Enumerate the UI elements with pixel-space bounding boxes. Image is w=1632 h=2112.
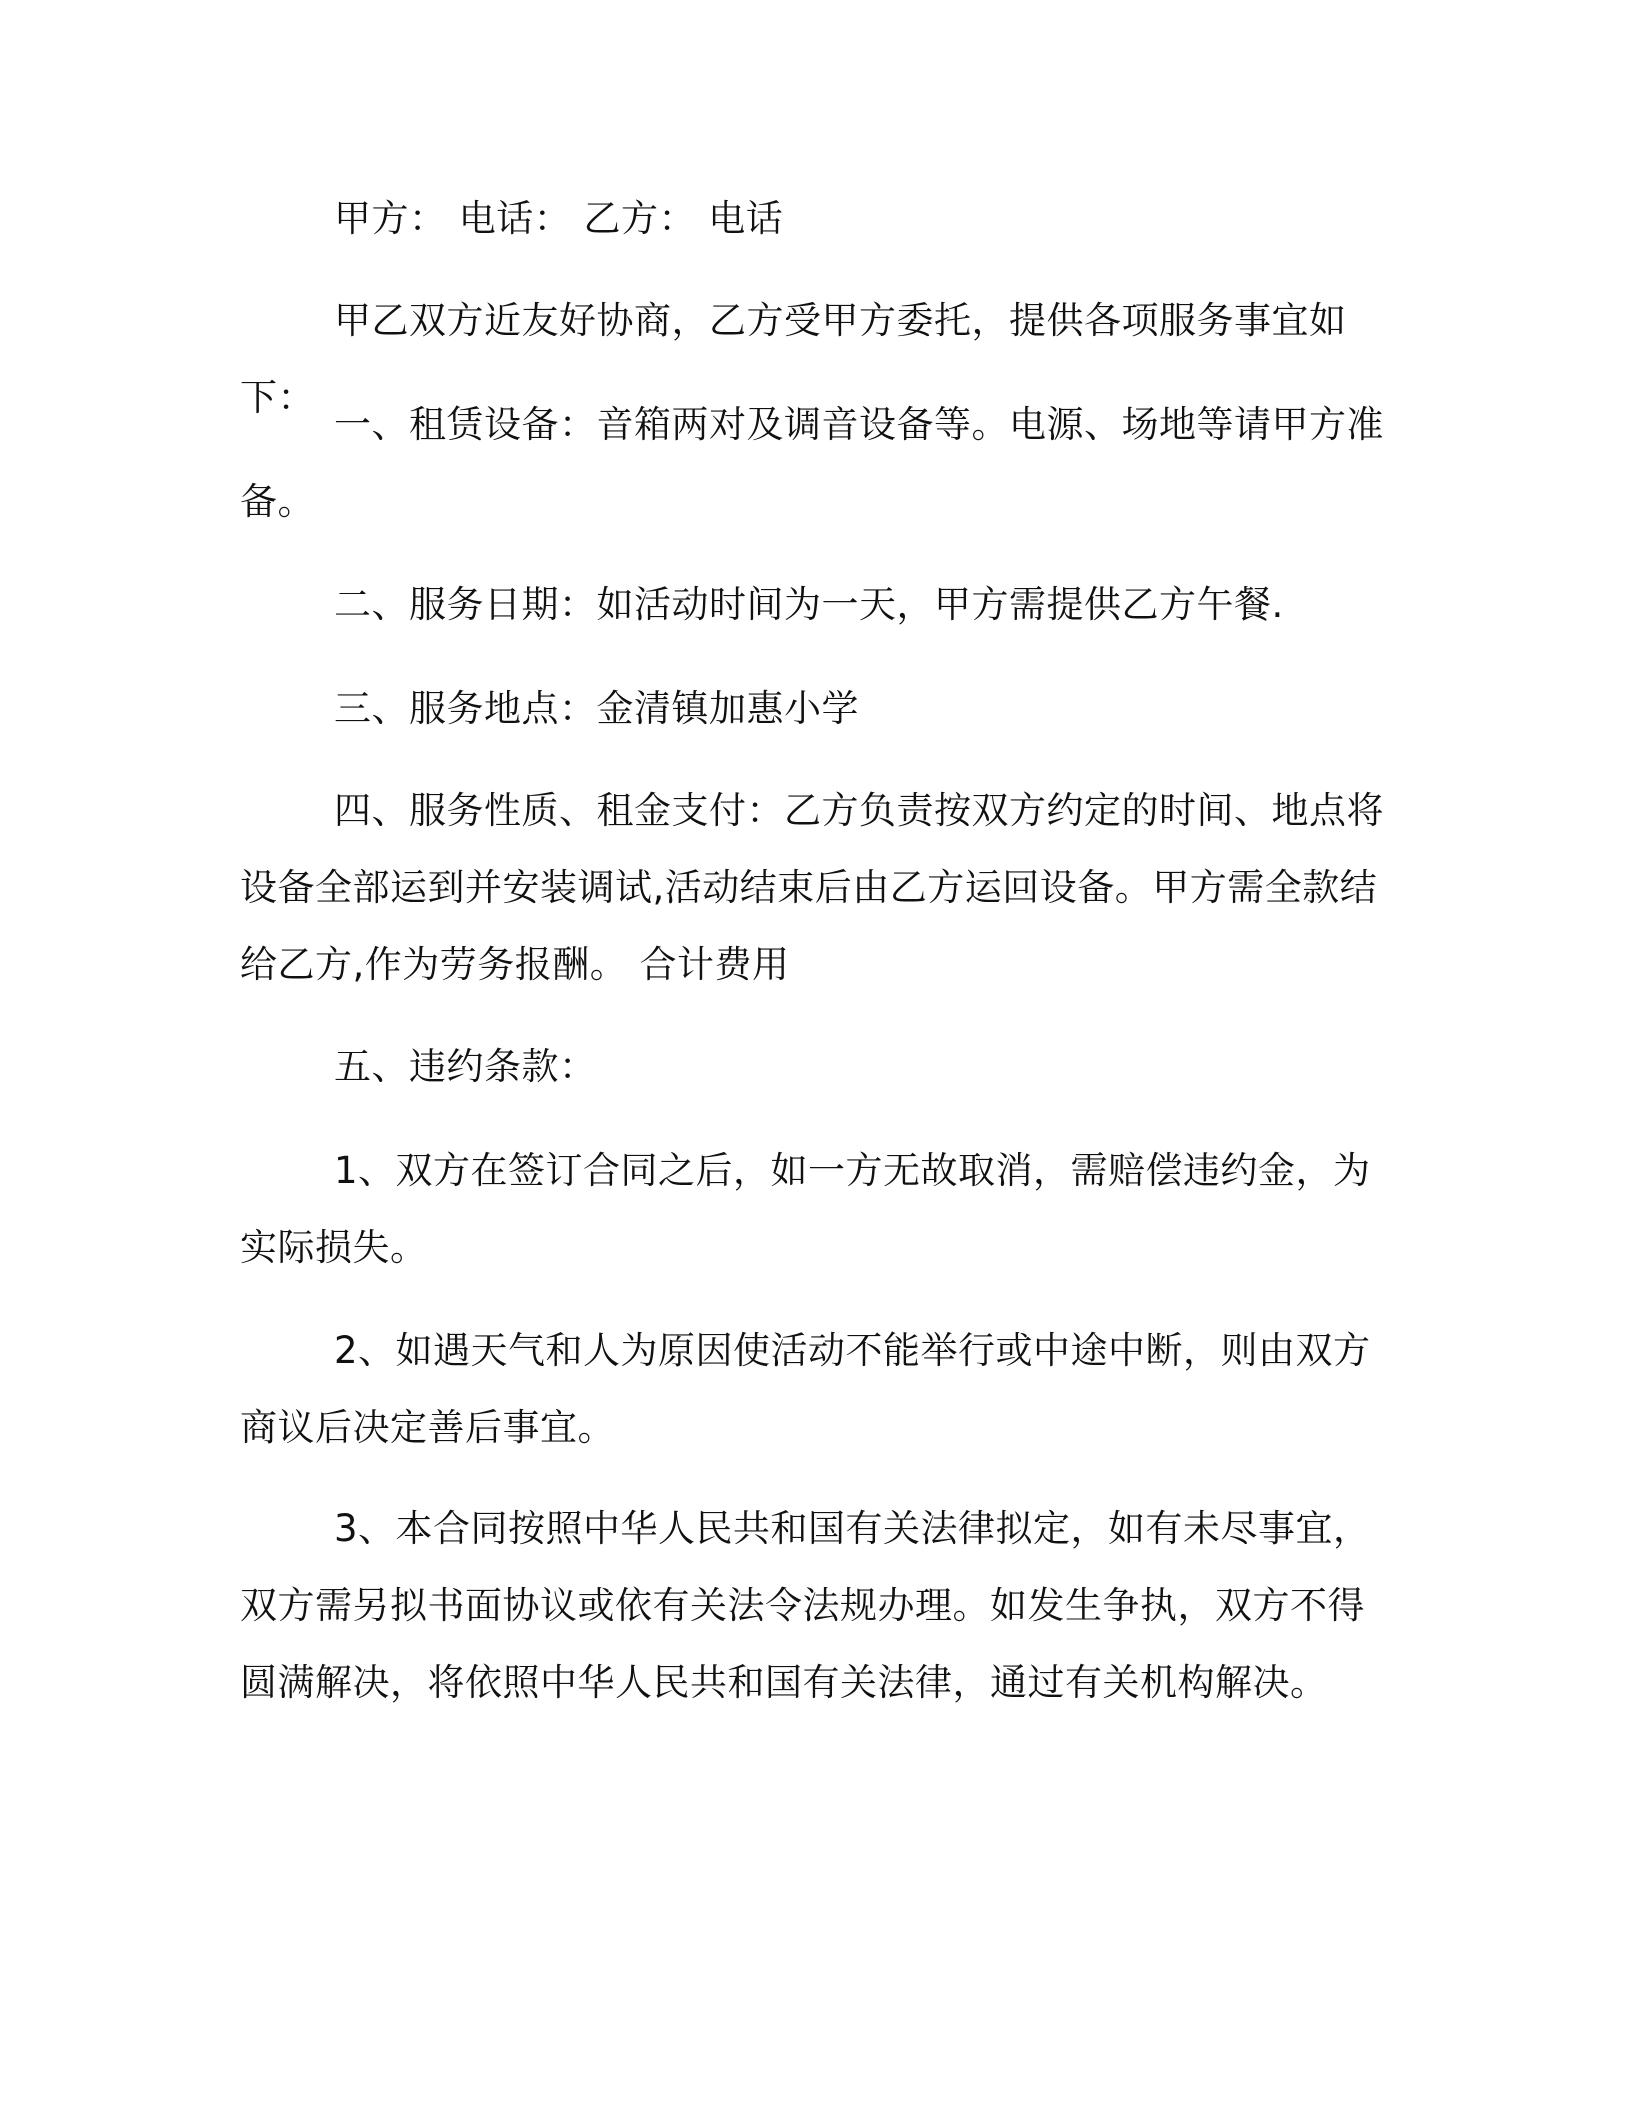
parties-contact-line: 甲方： 电话： 乙方： 电话: [334, 197, 784, 240]
breach-item-3: 3、本合同按照中华人民共和国有关法律拟定，如有未尽事宜，双方需另拟书面协议或依有关法令法规办理。如发生争执，双方不得圆满解决，将依照中华人民共和国有关法律，通过有关机构解决。: [240, 1507, 1371, 1704]
clause-equipment: 一、租赁设备：音箱两对及调音设备等。电源、场地等请甲方准备。: [240, 403, 1384, 523]
breach-item-2: 2、如遇天气和人为原因使活动不能举行或中途中断，则由双方商议后决定善后事宜。: [240, 1329, 1371, 1449]
breach-item-1: 1、双方在签订合同之后，如一方无故取消，需赔偿违约金，为实际损失。: [240, 1149, 1371, 1269]
clause-service-location: 三、服务地点：金清镇加惠小学: [334, 687, 859, 730]
clause-breach-heading: 五、违约条款：: [334, 1045, 597, 1088]
intro-paragraph: 甲乙双方近友好协商，乙方受甲方委托，提供各项服务事宜如下：: [240, 299, 1347, 419]
clause-service-date: 二、服务日期：如活动时间为一天，甲方需提供乙方午餐.: [334, 583, 1284, 626]
clause-service-payment: 四、服务性质、租金支付：乙方负责按双方约定的时间、地点将设备全部运到并安装调试,活动结束后由乙方运回设备。甲方需全款结给乙方,作为劳务报酬。 合计费用: [240, 789, 1384, 986]
